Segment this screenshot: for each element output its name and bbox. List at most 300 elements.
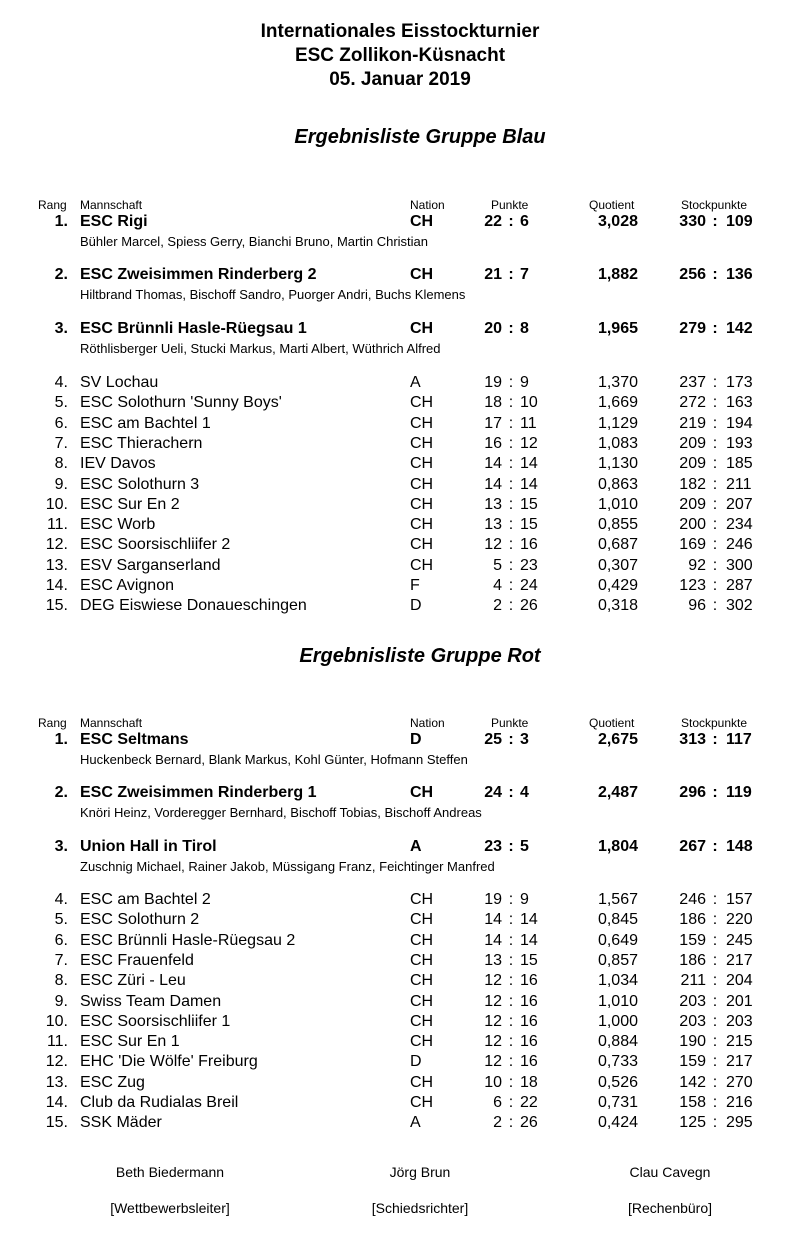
points-for-cell: 12 (484, 993, 502, 1010)
team-members: Röthlisberger Ueli, Stucki Markus, Marti Albert, Wüthrich Alfred (80, 341, 441, 356)
points-against-cell: 4 (520, 784, 529, 801)
table-row (0, 838, 800, 858)
column-header-punkte: Punkte (491, 716, 529, 730)
quotient-cell: 1,083 (597, 435, 638, 452)
stockpoints-separator: : (712, 455, 718, 472)
nation-cell: CH (410, 394, 434, 411)
team-cell: ESC am Bachtel 1 (80, 415, 211, 432)
stockpoints-against-cell: 173 (726, 374, 753, 391)
stockpoints-separator: : (712, 838, 718, 855)
stockpoints-separator: : (712, 993, 718, 1010)
table-row (0, 1013, 800, 1033)
nation-cell: CH (410, 415, 434, 432)
points-for-cell: 12 (484, 1053, 502, 1070)
stockpoints-separator: : (712, 597, 718, 614)
quotient-cell: 1,567 (597, 891, 638, 908)
quotient-cell: 0,863 (597, 476, 638, 493)
stockpoints-against-cell: 211 (726, 476, 752, 493)
points-separator: : (508, 1094, 514, 1111)
rank-cell: 13. (45, 1074, 68, 1091)
team-cell: Club da Rudialas Breil (80, 1094, 239, 1111)
stockpoints-separator: : (712, 374, 718, 391)
stockpoints-for-cell: 142 (679, 1074, 706, 1091)
points-against-cell: 16 (520, 993, 538, 1010)
points-against-cell: 15 (520, 516, 538, 533)
team-cell: ESC Thierachern (80, 435, 203, 452)
stockpoints-separator: : (712, 911, 718, 928)
rank-cell: 8. (54, 455, 68, 472)
points-against-cell: 5 (520, 838, 529, 855)
nation-cell: CH (410, 213, 434, 230)
points-separator: : (508, 536, 514, 553)
points-separator: : (508, 516, 514, 533)
stockpoints-against-cell: 245 (726, 932, 753, 949)
team-members: Zuschnig Michael, Rainer Jakob, Müssigang Franz, Feichtinger Manfred (80, 859, 495, 874)
quotient-cell: 1,010 (597, 496, 638, 513)
points-separator: : (508, 1114, 514, 1131)
stockpoints-separator: : (712, 731, 718, 748)
stockpoints-against-cell: 220 (726, 911, 753, 928)
column-header-mannschaft: Mannschaft (80, 716, 143, 730)
nation-cell: CH (410, 1013, 434, 1030)
table-row (0, 394, 800, 414)
stockpoints-separator: : (712, 557, 718, 574)
points-for-cell: 13 (484, 952, 502, 969)
stockpoints-against-cell: 217 (726, 952, 753, 969)
nation-cell: CH (410, 1074, 434, 1091)
rank-cell: 2. (54, 784, 68, 801)
rank-cell: 15. (45, 1114, 68, 1131)
nation-cell: CH (410, 266, 434, 283)
table-row (0, 536, 800, 556)
rank-cell: 12. (45, 536, 68, 553)
signature-role-3: [Rechenbüro] (627, 1200, 713, 1216)
signature-role-1: [Wettbewerbsleiter] (110, 1200, 230, 1216)
stockpoints-separator: : (712, 516, 718, 533)
team-cell: Union Hall in Tirol (80, 838, 217, 855)
team-cell: ESC am Bachtel 2 (80, 891, 211, 908)
quotient-cell: 0,733 (597, 1053, 638, 1070)
points-separator: : (508, 952, 514, 969)
points-for-cell: 12 (484, 1033, 502, 1050)
stockpoints-against-cell: 148 (726, 838, 753, 855)
points-for-cell: 2 (493, 597, 502, 614)
points-separator: : (508, 731, 514, 748)
points-for-cell: 23 (484, 838, 502, 855)
quotient-cell: 0,687 (597, 536, 638, 553)
points-separator: : (508, 993, 514, 1010)
rank-cell: 5. (54, 911, 68, 928)
nation-cell: CH (410, 784, 434, 801)
stockpoints-separator: : (712, 415, 718, 432)
table-row (0, 213, 800, 233)
rank-cell: 15. (45, 597, 68, 614)
rank-cell: 4. (54, 374, 68, 391)
points-against-cell: 16 (520, 536, 538, 553)
stockpoints-against-cell: 185 (726, 455, 753, 472)
stockpoints-for-cell: 203 (679, 993, 706, 1010)
signature-name-1: Beth Biedermann (115, 1164, 225, 1180)
points-against-cell: 12 (520, 435, 538, 452)
stockpoints-for-cell: 123 (679, 577, 706, 594)
team-members: Knöri Heinz, Vorderegger Bernhard, Bischoff Tobias, Bischoff Andreas (80, 805, 482, 820)
stockpoints-for-cell: 92 (688, 557, 706, 574)
quotient-cell: 0,526 (597, 1074, 638, 1091)
table-row (0, 891, 800, 911)
points-for-cell: 14 (484, 932, 502, 949)
team-cell: ESC Sur En 1 (80, 1033, 180, 1050)
rank-cell: 7. (54, 435, 68, 452)
stockpoints-against-cell: 246 (726, 536, 753, 553)
group-title: Ergebnisliste Gruppe Blau (294, 126, 546, 148)
rank-cell: 12. (45, 1053, 68, 1070)
points-separator: : (508, 394, 514, 411)
points-against-cell: 15 (520, 496, 538, 513)
rank-cell: 9. (54, 476, 68, 493)
stockpoints-for-cell: 182 (679, 476, 706, 493)
nation-cell: CH (410, 1094, 434, 1111)
nation-cell: CH (410, 911, 434, 928)
nation-cell: CH (410, 320, 434, 337)
stockpoints-against-cell: 119 (726, 784, 752, 801)
points-separator: : (508, 784, 514, 801)
stockpoints-against-cell: 136 (726, 266, 753, 283)
stockpoints-for-cell: 209 (679, 435, 706, 452)
stockpoints-against-cell: 234 (726, 516, 753, 533)
stockpoints-for-cell: 219 (679, 415, 706, 432)
points-for-cell: 14 (484, 476, 502, 493)
points-against-cell: 8 (520, 320, 529, 337)
quotient-cell: 0,857 (597, 952, 638, 969)
stockpoints-separator: : (712, 1114, 718, 1131)
stockpoints-against-cell: 216 (726, 1094, 753, 1111)
points-for-cell: 10 (484, 1074, 502, 1091)
column-header-nation: Nation (410, 716, 445, 730)
team-cell: Swiss Team Damen (80, 993, 222, 1010)
stockpoints-separator: : (712, 213, 718, 230)
team-cell: IEV Davos (80, 455, 156, 472)
points-for-cell: 21 (484, 266, 502, 283)
points-for-cell: 25 (484, 731, 502, 748)
stockpoints-against-cell: 203 (726, 1013, 753, 1030)
team-cell: SV Lochau (80, 374, 159, 391)
table-row (0, 932, 800, 952)
stockpoints-against-cell: 204 (726, 972, 753, 989)
stockpoints-separator: : (712, 1033, 718, 1050)
nation-cell: A (410, 374, 421, 391)
table-row (0, 1033, 800, 1053)
stockpoints-against-cell: 302 (726, 597, 753, 614)
quotient-cell: 1,965 (597, 320, 638, 337)
points-for-cell: 22 (484, 213, 502, 230)
stockpoints-for-cell: 200 (679, 516, 706, 533)
points-separator: : (508, 435, 514, 452)
stockpoints-separator: : (712, 1013, 718, 1030)
team-cell: ESC Solothurn 3 (80, 476, 200, 493)
quotient-cell: 1,370 (597, 374, 638, 391)
team-cell: EHC 'Die Wölfe' Freiburg (80, 1053, 258, 1070)
rank-cell: 8. (54, 972, 68, 989)
stockpoints-for-cell: 209 (679, 455, 706, 472)
points-separator: : (508, 320, 514, 337)
points-separator: : (508, 213, 514, 230)
quotient-cell: 1,129 (597, 415, 638, 432)
quotient-cell: 0,424 (597, 1114, 638, 1131)
stockpoints-against-cell: 201 (726, 993, 753, 1010)
stockpoints-against-cell: 215 (726, 1033, 753, 1050)
stockpoints-for-cell: 203 (679, 1013, 706, 1030)
stockpoints-against-cell: 142 (726, 320, 753, 337)
rank-cell: 14. (45, 577, 68, 594)
table-row (0, 455, 800, 475)
nation-cell: CH (410, 476, 434, 493)
quotient-cell: 0,307 (597, 557, 638, 574)
team-members: Huckenbeck Bernard, Blank Markus, Kohl Günter, Hofmann Steffen (80, 752, 468, 767)
stockpoints-for-cell: 169 (679, 536, 706, 553)
table-row (0, 784, 800, 804)
quotient-cell: 1,034 (597, 972, 638, 989)
points-separator: : (508, 577, 514, 594)
table-row (0, 415, 800, 435)
stockpoints-for-cell: 190 (679, 1033, 706, 1050)
nation-cell: CH (410, 1033, 434, 1050)
points-against-cell: 24 (520, 577, 538, 594)
nation-cell: CH (410, 891, 434, 908)
table-row (0, 993, 800, 1013)
stockpoints-separator: : (712, 320, 718, 337)
points-for-cell: 16 (484, 435, 502, 452)
quotient-cell: 0,649 (597, 932, 638, 949)
rank-cell: 2. (54, 266, 68, 283)
nation-cell: A (410, 838, 422, 855)
nation-cell: CH (410, 972, 434, 989)
stockpoints-for-cell: 186 (679, 911, 706, 928)
team-cell: ESV Sarganserland (80, 557, 221, 574)
event-date: 05. Januar 2019 (329, 69, 471, 90)
quotient-cell: 1,669 (597, 394, 638, 411)
nation-cell: CH (410, 536, 434, 553)
points-against-cell: 3 (520, 731, 529, 748)
quotient-cell: 0,429 (597, 577, 638, 594)
stockpoints-separator: : (712, 577, 718, 594)
points-for-cell: 12 (484, 536, 502, 553)
table-row (0, 1114, 800, 1134)
stockpoints-for-cell: 125 (679, 1114, 706, 1131)
column-header-quotient: Quotient (589, 716, 635, 730)
nation-cell: F (410, 577, 420, 594)
stockpoints-for-cell: 237 (679, 374, 706, 391)
column-header-quotient: Quotient (589, 198, 635, 212)
table-row (0, 266, 800, 286)
points-for-cell: 17 (484, 415, 502, 432)
stockpoints-for-cell: 158 (679, 1094, 706, 1111)
points-against-cell: 26 (520, 1114, 538, 1131)
stockpoints-separator: : (712, 536, 718, 553)
quotient-cell: 2,487 (597, 784, 638, 801)
table-row (0, 476, 800, 496)
points-separator: : (508, 496, 514, 513)
rank-cell: 1. (54, 731, 68, 748)
stockpoints-for-cell: 159 (679, 1053, 706, 1070)
points-against-cell: 23 (520, 557, 538, 574)
stockpoints-separator: : (712, 1053, 718, 1070)
stockpoints-for-cell: 256 (679, 266, 706, 283)
nation-cell: CH (410, 435, 434, 452)
nation-cell: D (410, 731, 422, 748)
points-for-cell: 5 (493, 557, 502, 574)
team-cell: DEG Eiswiese Donaueschingen (80, 597, 307, 614)
nation-cell: D (410, 1053, 422, 1070)
points-separator: : (508, 557, 514, 574)
stockpoints-separator: : (712, 1094, 718, 1111)
rank-cell: 13. (45, 557, 68, 574)
stockpoints-separator: : (712, 266, 718, 283)
stockpoints-for-cell: 313 (679, 731, 706, 748)
points-for-cell: 19 (484, 891, 502, 908)
stockpoints-separator: : (712, 891, 718, 908)
points-against-cell: 7 (520, 266, 529, 283)
quotient-cell: 1,130 (597, 455, 638, 472)
table-row (0, 1074, 800, 1094)
quotient-cell: 1,010 (597, 993, 638, 1010)
team-cell: ESC Rigi (80, 213, 148, 230)
stockpoints-against-cell: 193 (726, 435, 753, 452)
table-row (0, 374, 800, 394)
stockpoints-for-cell: 267 (679, 838, 706, 855)
points-separator: : (508, 972, 514, 989)
rank-cell: 10. (45, 496, 68, 513)
rank-cell: 6. (54, 415, 68, 432)
team-cell: ESC Zug (80, 1074, 145, 1091)
points-separator: : (508, 891, 514, 908)
nation-cell: CH (410, 496, 434, 513)
stockpoints-against-cell: 194 (726, 415, 753, 432)
rank-cell: 3. (54, 838, 68, 855)
stockpoints-for-cell: 96 (688, 597, 706, 614)
group-title: Ergebnisliste Gruppe Rot (299, 645, 541, 667)
column-header-punkte: Punkte (491, 198, 529, 212)
stockpoints-for-cell: 279 (679, 320, 706, 337)
team-cell: ESC Brünnli Hasle-Rüegsau 2 (80, 932, 296, 949)
signature-role-2: [Schiedsrichter] (371, 1200, 469, 1216)
points-separator: : (508, 597, 514, 614)
nation-cell: CH (410, 932, 434, 949)
stockpoints-for-cell: 330 (679, 213, 706, 230)
points-for-cell: 6 (493, 1094, 502, 1111)
stockpoints-for-cell: 296 (679, 784, 706, 801)
quotient-cell: 2,675 (597, 731, 638, 748)
team-members: Hiltbrand Thomas, Bischoff Sandro, Puorger Andri, Buchs Klemens (80, 287, 466, 302)
column-header-rang: Rang (38, 716, 67, 730)
stockpoints-against-cell: 207 (726, 496, 753, 513)
rank-cell: 11. (46, 1033, 68, 1050)
nation-cell: CH (410, 516, 434, 533)
nation-cell: A (410, 1114, 421, 1131)
stockpoints-against-cell: 270 (726, 1074, 753, 1091)
table-row (0, 731, 800, 751)
quotient-cell: 1,882 (597, 266, 638, 283)
stockpoints-separator: : (712, 784, 718, 801)
points-against-cell: 11 (520, 415, 537, 432)
rank-cell: 9. (54, 993, 68, 1010)
stockpoints-separator: : (712, 952, 718, 969)
table-row (0, 597, 800, 617)
team-cell: ESC Brünnli Hasle-Rüegsau 1 (80, 320, 307, 337)
stockpoints-against-cell: 217 (726, 1053, 753, 1070)
team-cell: ESC Solothurn 2 (80, 911, 200, 928)
points-separator: : (508, 455, 514, 472)
table-row (0, 972, 800, 992)
nation-cell: CH (410, 455, 434, 472)
points-for-cell: 18 (484, 394, 502, 411)
points-separator: : (508, 932, 514, 949)
stockpoints-against-cell: 163 (726, 394, 753, 411)
points-for-cell: 20 (484, 320, 502, 337)
quotient-cell: 0,855 (597, 516, 638, 533)
nation-cell: CH (410, 952, 434, 969)
team-cell: ESC Worb (80, 516, 156, 533)
points-against-cell: 26 (520, 597, 538, 614)
table-row (0, 557, 800, 577)
team-members: Bühler Marcel, Spiess Gerry, Bianchi Bruno, Martin Christian (80, 234, 428, 249)
table-row (0, 577, 800, 597)
rank-cell: 6. (54, 932, 68, 949)
tournament-title: Internationales Eisstockturnier (260, 21, 540, 42)
stockpoints-against-cell: 117 (726, 731, 752, 748)
points-against-cell: 15 (520, 952, 538, 969)
points-for-cell: 14 (484, 455, 502, 472)
stockpoints-against-cell: 300 (726, 557, 753, 574)
rank-cell: 7. (54, 952, 68, 969)
points-for-cell: 14 (484, 911, 502, 928)
points-for-cell: 12 (484, 1013, 502, 1030)
table-row (0, 516, 800, 536)
points-for-cell: 13 (484, 516, 502, 533)
table-row (0, 1053, 800, 1073)
table-row (0, 952, 800, 972)
stockpoints-separator: : (712, 496, 718, 513)
points-separator: : (508, 476, 514, 493)
points-against-cell: 16 (520, 1033, 538, 1050)
team-cell: SSK Mäder (80, 1114, 162, 1131)
rank-cell: 5. (54, 394, 68, 411)
quotient-cell: 1,000 (597, 1013, 638, 1030)
points-against-cell: 6 (520, 213, 529, 230)
nation-cell: CH (410, 993, 434, 1010)
stockpoints-against-cell: 287 (726, 577, 753, 594)
stockpoints-against-cell: 295 (726, 1114, 753, 1131)
stockpoints-separator: : (712, 435, 718, 452)
stockpoints-for-cell: 209 (679, 496, 706, 513)
nation-cell: D (410, 597, 422, 614)
points-against-cell: 18 (520, 1074, 538, 1091)
table-row (0, 320, 800, 340)
column-header-stockpunkte: Stockpunkte (681, 716, 748, 730)
rank-cell: 14. (45, 1094, 68, 1111)
stockpoints-separator: : (712, 932, 718, 949)
rank-cell: 4. (54, 891, 68, 908)
points-against-cell: 9 (520, 891, 529, 908)
stockpoints-for-cell: 159 (679, 932, 706, 949)
table-row (0, 1094, 800, 1114)
points-against-cell: 16 (520, 972, 538, 989)
rank-cell: 11. (46, 516, 68, 533)
team-cell: ESC Zweisimmen Rinderberg 1 (80, 784, 317, 801)
column-header-rang: Rang (38, 198, 67, 212)
points-for-cell: 2 (493, 1114, 502, 1131)
points-against-cell: 14 (520, 455, 538, 472)
stockpoints-for-cell: 211 (680, 972, 706, 989)
